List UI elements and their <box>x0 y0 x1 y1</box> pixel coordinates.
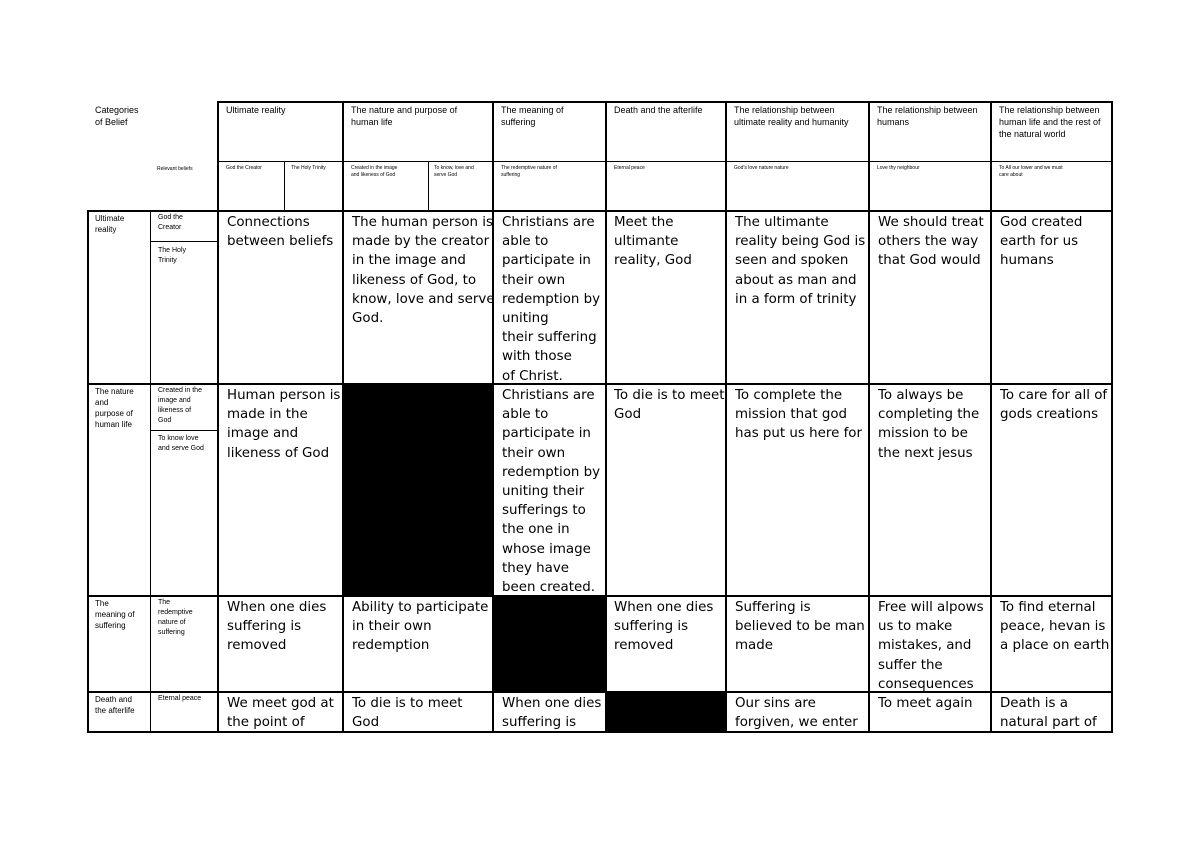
cell-r1-c4: Meet the ultimante reality, God <box>614 215 692 269</box>
rule-row1-top <box>87 210 1113 212</box>
cell-r2-c4: To die is to meet God <box>614 388 725 423</box>
rule-top <box>217 101 1113 103</box>
rule-col2-sub <box>428 161 429 211</box>
cell-r4-c2: To die is to meet God <box>352 696 463 730</box>
row-belief-1b: The Holy Trinity <box>158 247 187 264</box>
rule-beliefs-col <box>150 210 151 732</box>
column-subheader-7: To All our lower and we must care about <box>999 165 1063 178</box>
blocked-cell-r3c3 <box>494 597 605 691</box>
blocked-cell-r2c2 <box>344 385 492 595</box>
column-subheader-4: Eternal peace <box>614 165 645 171</box>
column-subheader-1b: The Holy Trinity <box>291 165 326 171</box>
blocked-cell-r4c4 <box>607 693 725 731</box>
row-category-2: The nature and purpose of human life <box>95 387 134 429</box>
cell-r2-c5: To complete the mission that god has put us here for <box>735 388 862 442</box>
rule-belief-split-2 <box>151 430 217 431</box>
rule-col5 <box>725 101 727 733</box>
row-belief-2a: Created in the image and likeness of God <box>158 387 202 424</box>
row-belief-2b: To know love and serve God <box>158 435 204 452</box>
rule-col1-sub <box>284 161 285 211</box>
cell-r4-c3: When one dies suffering is <box>502 696 602 730</box>
column-header-5: The relationship between ultimate reality and humanity <box>734 105 849 127</box>
cell-r4-c5: Our sins are forgiven, we enter <box>735 696 858 730</box>
rule-bottom <box>87 731 1113 733</box>
column-subheader-1a: God the Creator <box>226 165 262 171</box>
column-subheader-2b: To know, love and serve God <box>434 165 474 178</box>
row-belief-4a: Eternal peace <box>158 695 202 702</box>
rule-belief-split-1 <box>151 241 217 242</box>
cell-r2-c6: To always be completing the mission to be the next jesus <box>878 388 980 461</box>
row-belief-1a: God the Creator <box>158 214 183 231</box>
rule-col6 <box>868 101 870 733</box>
rule-subheader <box>217 161 1113 162</box>
row-category-3: The meaning of suffering <box>95 599 135 630</box>
cell-r3-c2: Ability to participate in their own redemption <box>352 600 489 654</box>
column-subheader-6: Love thy neighbour <box>877 165 920 171</box>
column-header-3: The meaning of suffering <box>501 105 564 127</box>
rule-col1 <box>217 101 219 733</box>
rule-col7 <box>990 101 992 733</box>
column-subheader-5: God's love nature nature <box>734 165 789 171</box>
rule-left <box>87 210 89 733</box>
cell-r1-c6: We should treat others the way that God would <box>878 215 984 269</box>
cell-r1-c3: Christians are able to participate in their own redemption by uniting their suffering with those of Christ. <box>502 215 601 384</box>
column-subheader-2a: Created in the image and likeness of God <box>351 165 398 178</box>
cell-r4-c6: To meet again <box>878 696 973 711</box>
cell-r3-c5: Suffering is believed to be man made <box>735 600 865 654</box>
cell-r3-c4: When one dies suffering is removed <box>614 600 714 654</box>
cell-r1-c7: God created earth for us humans <box>1000 215 1083 269</box>
cell-r1-c5: The ultimante reality being God is seen and spoken about as man and in a form of trinity <box>735 215 866 307</box>
rule-col4 <box>605 101 607 733</box>
categories-label: Categories of Belief <box>95 105 139 127</box>
cell-r3-c1: When one dies suffering is removed <box>227 600 327 654</box>
column-header-7: The relationship between human life and the rest of the natural world <box>999 105 1101 139</box>
cell-r2-c3: Christians are able to participate in their own redemption by uniting their sufferings to the one in whose image they have been created. <box>502 388 601 596</box>
column-subheader-3: The redemptive nature of suffering <box>501 165 557 178</box>
cell-r3-c7: To find eternal peace, hevan is a place on earth <box>1000 600 1110 654</box>
cell-r2-c1: Human person is made in the image and likeness of God <box>227 388 341 461</box>
relevant-beliefs-label: Relevant beliefs <box>157 166 193 172</box>
row-category-4: Death and the afterlife <box>95 695 135 715</box>
column-header-2: The nature and purpose of human life <box>351 105 458 127</box>
row-category-1: Ultimate reality <box>95 214 125 234</box>
column-header-6: The relationship between humans <box>877 105 978 127</box>
cell-r1-c2: The human person is made by the creator in the image and likeness of God, to know, love and serve God. <box>352 215 495 327</box>
cell-r1-c1: Connections between beliefs <box>227 215 334 250</box>
rule-right <box>1111 101 1113 733</box>
column-header-4: Death and the afterlife <box>614 105 703 115</box>
cell-r2-c7: To care for all of gods creations <box>1000 388 1108 423</box>
cell-r4-c1: We meet god at the point of <box>227 696 334 730</box>
cell-r4-c7: Death is a natural part of <box>1000 696 1097 730</box>
row-belief-3a: The redemptive nature of suffering <box>158 599 193 636</box>
cell-r3-c6: Free will alpows us to make mistakes, and suffer the consequences <box>878 600 984 692</box>
column-header-1: Ultimate reality <box>226 105 286 115</box>
